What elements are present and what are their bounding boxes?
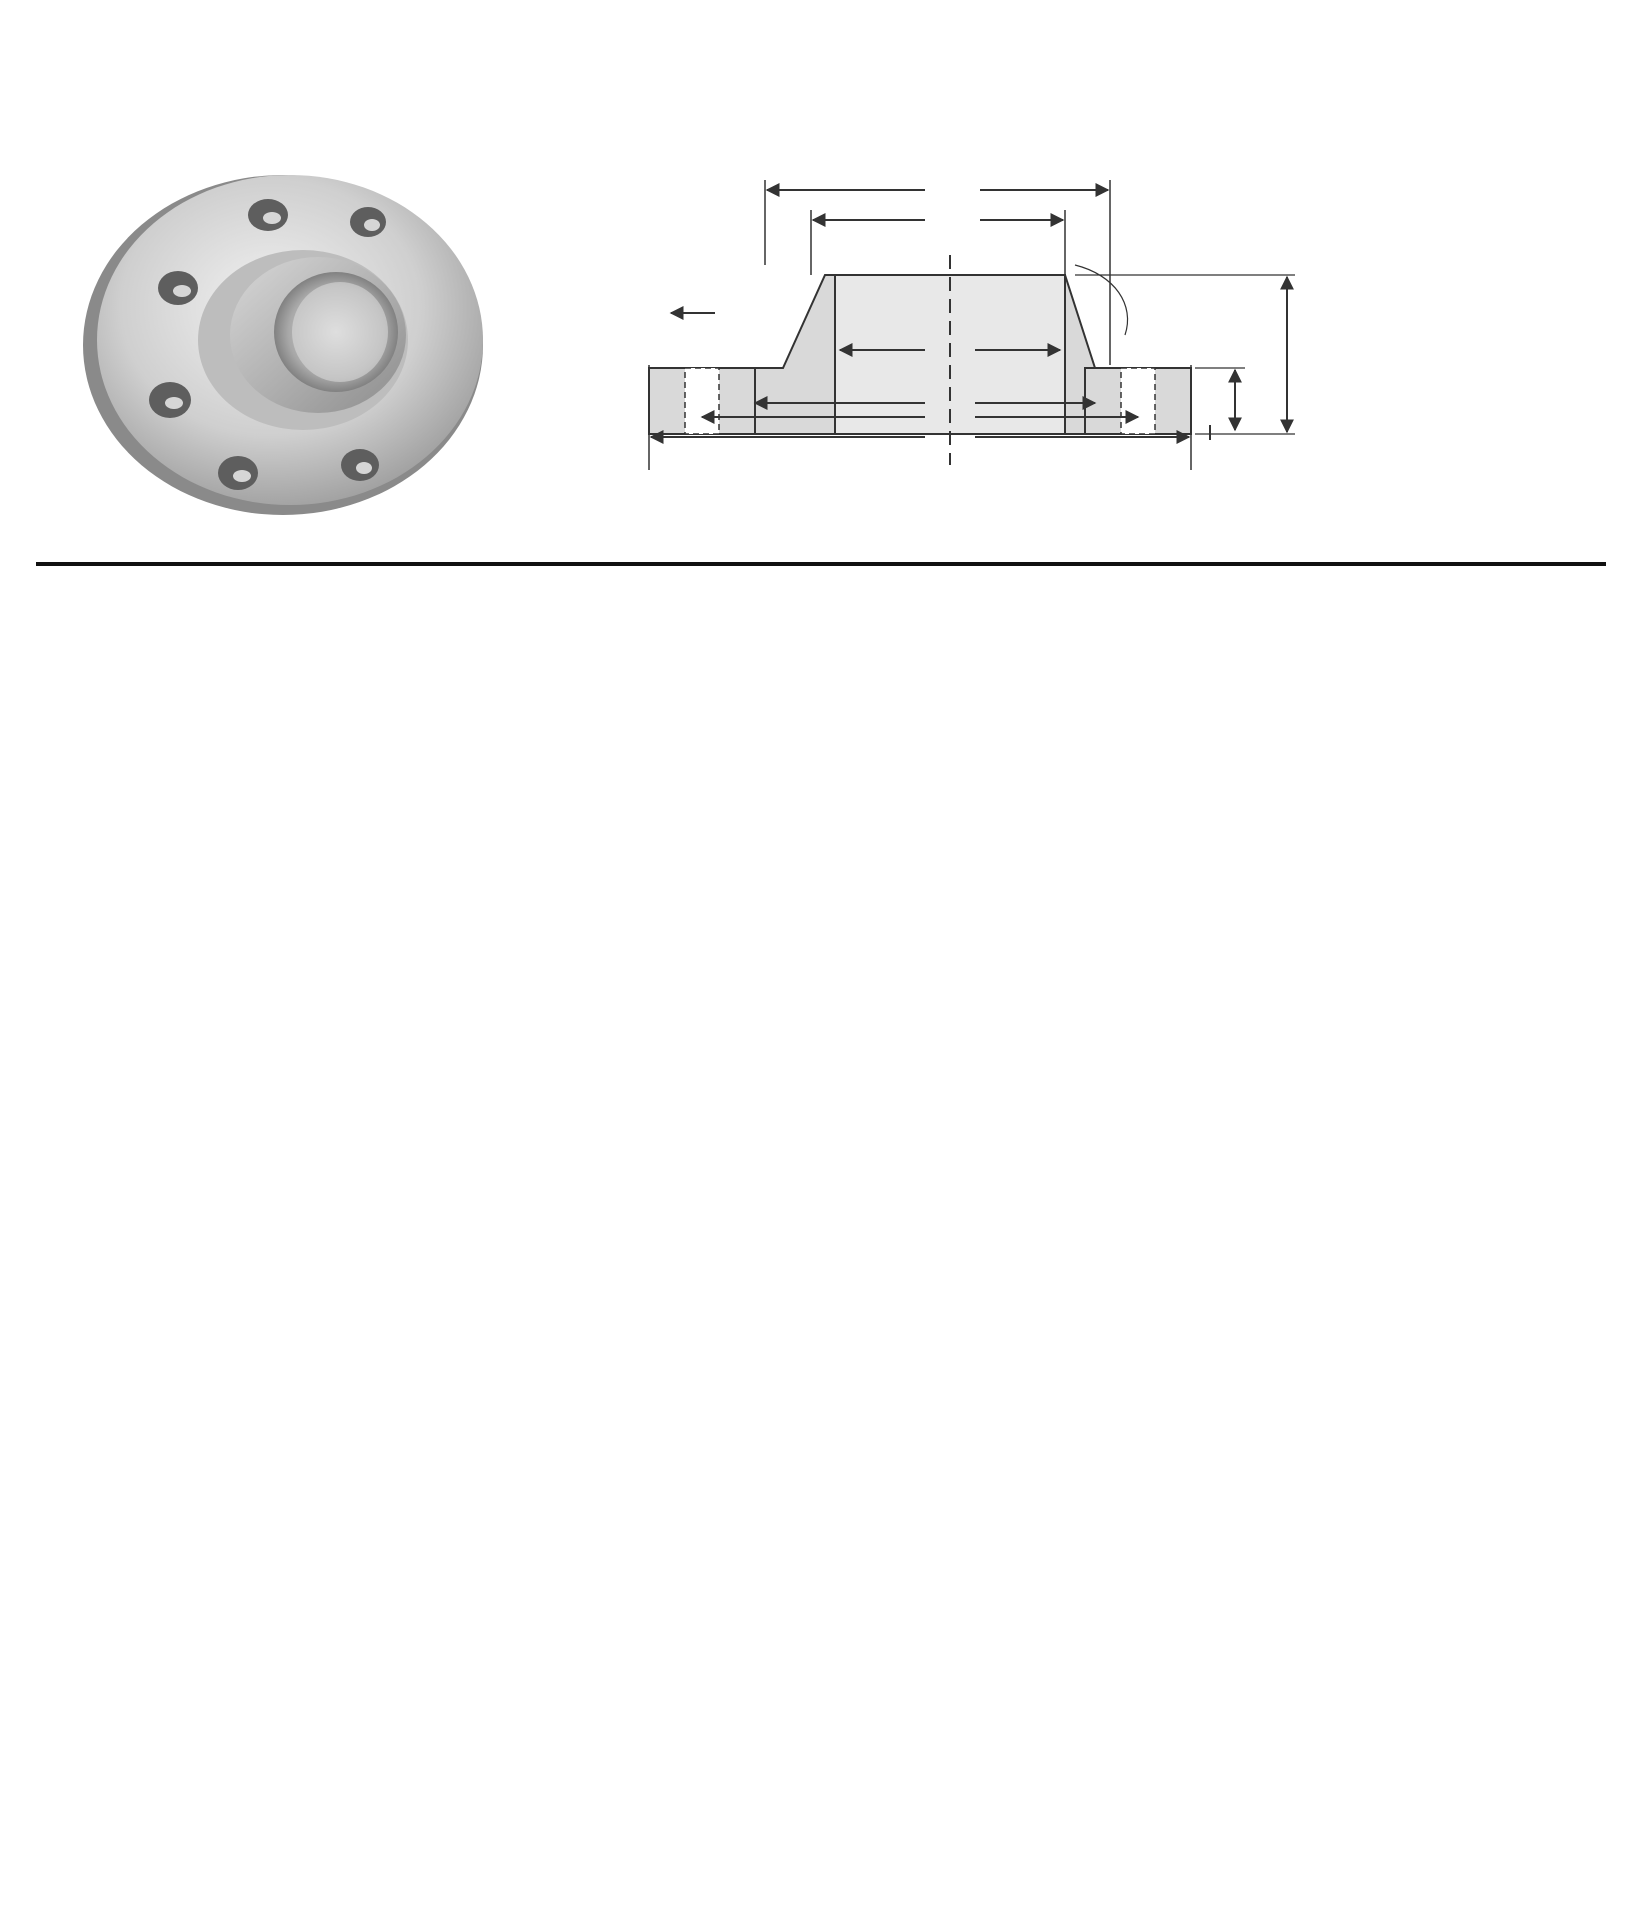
flange-photo [78,160,508,530]
flange-dimensions-table [36,562,1606,1912]
flange-dimensions-table-container [36,562,1592,1912]
flange-cross-section-drawing [635,165,1565,515]
